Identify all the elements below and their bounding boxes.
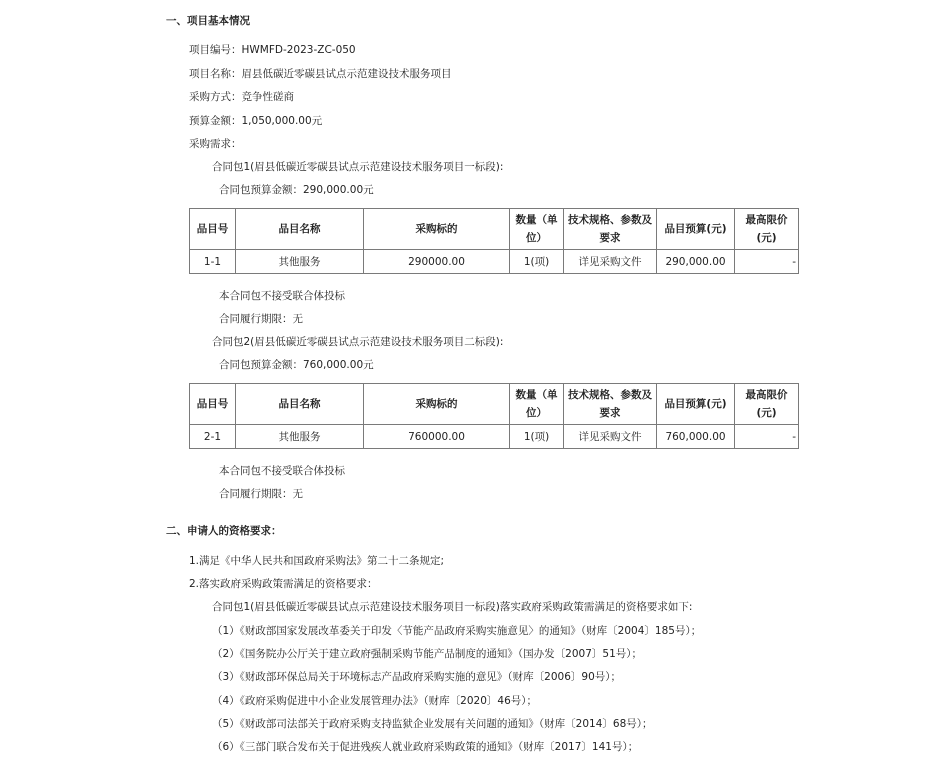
- table-header-row: [190, 384, 799, 425]
- table-row: [190, 425, 799, 449]
- header-subject: 采购标的: [364, 384, 510, 425]
- cell-quantity: 1(项): [510, 425, 564, 449]
- section2-title: 二、申请人的资格要求：: [166, 525, 282, 537]
- table-header-row: [190, 209, 799, 250]
- policy-item: （3）《财政部环保总局关于环境标志产品政府采购实施的意见》（财库〔2006〕90号）；: [212, 671, 622, 683]
- policy-item: （1）《财政部国家发展改革委关于印发〈节能产品政府采购实施意见〉的通知》（财库〔2004〕185号）；: [212, 625, 702, 637]
- section1-title: 一、项目基本情况: [166, 15, 250, 27]
- package-1-note-consortium: 本合同包不接受联合体投标: [219, 290, 345, 302]
- cell-item-budget: 760,000.00: [657, 425, 735, 449]
- cell-spec: 详见采购文件: [564, 425, 657, 449]
- header-max-price: 最高限价(元): [735, 209, 799, 250]
- cell-item-no: 1-1: [190, 250, 236, 274]
- package-1-table: [189, 208, 799, 274]
- project-name: 项目名称：眉县低碳近零碳县试点示范建设技术服务项目: [189, 68, 452, 80]
- header-quantity: 数量（单位）: [510, 209, 564, 250]
- header-item-name: 品目名称: [236, 209, 364, 250]
- cell-max-price: -: [735, 250, 799, 274]
- header-item-no: 品目号: [190, 209, 236, 250]
- policy-item: （6）《三部门联合发布关于促进残疾人就业政府采购政策的通知》（财库〔2017〕141号）；: [212, 741, 639, 753]
- procurement-method: 采购方式：竞争性磋商: [189, 91, 294, 103]
- package-2-budget: 合同包预算金额：760,000.00元: [219, 359, 374, 371]
- header-item-no: 品目号: [190, 384, 236, 425]
- cell-item-name: 其他服务: [236, 250, 364, 274]
- package-2-table: [189, 383, 799, 449]
- header-item-name: 品目名称: [236, 384, 364, 425]
- header-max-price: 最高限价(元): [735, 384, 799, 425]
- policy-item: （2）《国务院办公厅关于建立政府强制采购节能产品制度的通知》（国办发〔2007〕51号）；: [212, 648, 643, 660]
- policy-item: （4）《政府采购促进中小企业发展管理办法》（财库〔2020〕46号）；: [212, 695, 538, 707]
- package-1-budget: 合同包预算金额：290,000.00元: [219, 184, 374, 196]
- requirement-item-2: 2.落实政府采购政策需满足的资格要求：: [189, 578, 378, 590]
- table-row: [190, 250, 799, 274]
- package-2-title: 合同包2(眉县低碳近零碳县试点示范建设技术服务项目二标段):: [212, 336, 504, 348]
- header-item-budget: 品目预算(元): [657, 384, 735, 425]
- procurement-needs-label: 采购需求：: [189, 138, 242, 150]
- package-2-note-consortium: 本合同包不接受联合体投标: [219, 465, 345, 477]
- cell-item-no: 2-1: [190, 425, 236, 449]
- cell-subject: 290000.00: [364, 250, 510, 274]
- package-1-note-term: 合同履行期限：无: [219, 313, 303, 325]
- header-item-budget: 品目预算(元): [657, 209, 735, 250]
- header-quantity: 数量（单位）: [510, 384, 564, 425]
- cell-quantity: 1(项): [510, 250, 564, 274]
- cell-subject: 760000.00: [364, 425, 510, 449]
- package-2-note-term: 合同履行期限：无: [219, 488, 303, 500]
- package-1-policy-intro: 合同包1(眉县低碳近零碳县试点示范建设技术服务项目一标段)落实政府采购政策需满足的资格要求如下:: [212, 601, 693, 613]
- cell-max-price: -: [735, 425, 799, 449]
- cell-spec: 详见采购文件: [564, 250, 657, 274]
- header-spec: 技术规格、参数及要求: [564, 384, 657, 425]
- cell-item-name: 其他服务: [236, 425, 364, 449]
- project-number: 项目编号：HWMFD-2023-ZC-050: [189, 44, 356, 56]
- header-subject: 采购标的: [364, 209, 510, 250]
- requirement-item-1: 1.满足《中华人民共和国政府采购法》第二十二条规定;: [189, 555, 445, 567]
- budget-amount: 预算金额：1,050,000.00元: [189, 115, 323, 127]
- policy-item: （5）《财政部司法部关于政府采购支持监狱企业发展有关问题的通知》（财库〔2014〕68号）；: [212, 718, 653, 730]
- cell-item-budget: 290,000.00: [657, 250, 735, 274]
- package-1-title: 合同包1(眉县低碳近零碳县试点示范建设技术服务项目一标段):: [212, 161, 504, 173]
- header-spec: 技术规格、参数及要求: [564, 209, 657, 250]
